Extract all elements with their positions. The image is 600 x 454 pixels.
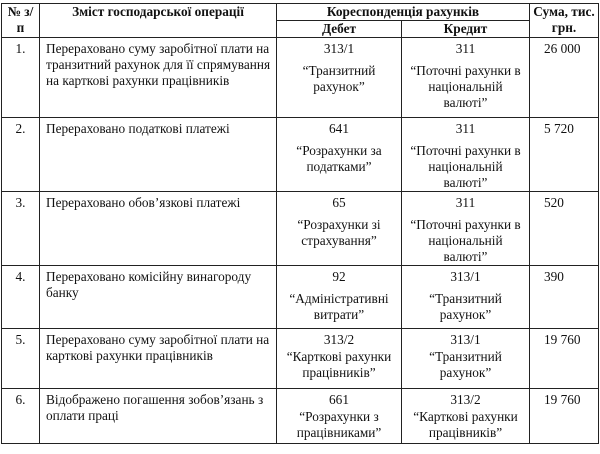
row-sum: 26 000 <box>530 38 599 118</box>
credit-code: 311 <box>455 41 476 56</box>
header-sum: Сума, тис. грн. <box>530 4 599 38</box>
row-desc: Перераховано обов’язкові платежі <box>40 192 277 266</box>
row-num: 6. <box>2 389 40 444</box>
row-num: 4. <box>2 266 40 329</box>
row-desc: Перераховано суму заробітної плати на карткові рахунки працівників <box>40 329 277 389</box>
row-desc: Відображено погашення зобов’язань з оплати праці <box>40 389 277 444</box>
table-row <box>2 266 599 329</box>
credit-cell <box>402 329 530 389</box>
header-correspondence: Кореспонденція рахунків <box>277 4 530 21</box>
debit-name: “Транзитний рахунок” <box>302 63 376 94</box>
table-row <box>2 329 599 389</box>
credit-cell <box>402 266 530 329</box>
debit-code: 92 <box>332 269 346 284</box>
debit-cell <box>277 266 402 329</box>
debit-name: “Карткові рахунки працівників” <box>286 349 392 380</box>
credit-name: “Транзитний рахунок” <box>429 349 502 380</box>
debit-code: 65 <box>332 195 346 210</box>
credit-name: “Поточні рахунки в національній валюті” <box>410 143 521 190</box>
table-row <box>2 389 599 444</box>
header-num: № з/п <box>2 4 40 38</box>
credit-code: 313/2 <box>450 392 481 407</box>
header-desc: Зміст господарської операції <box>40 4 277 38</box>
debit-name: “Розрахунки зі страхування” <box>297 217 381 248</box>
debit-code: 661 <box>329 392 349 407</box>
credit-name: “Карткові рахунки працівників” <box>413 409 518 440</box>
debit-cell <box>277 118 402 192</box>
credit-cell <box>402 118 530 192</box>
debit-name: “Розрахунки за податками” <box>296 143 382 174</box>
credit-code: 311 <box>455 195 476 210</box>
credit-code: 313/1 <box>450 332 481 347</box>
credit-cell <box>402 389 530 444</box>
table-row <box>2 38 599 118</box>
debit-cell <box>277 389 402 444</box>
row-desc: Перераховано податкові платежі <box>40 118 277 192</box>
table-row <box>2 192 599 266</box>
credit-cell <box>402 192 530 266</box>
row-num: 3. <box>2 192 40 266</box>
row-sum: 19 760 <box>530 389 599 444</box>
accounting-table-wrapper <box>1 3 599 444</box>
credit-name: “Поточні рахунки в національній валюті” <box>410 63 521 110</box>
debit-cell <box>277 38 402 118</box>
debit-code: 641 <box>329 121 349 136</box>
row-sum: 5 720 <box>530 118 599 192</box>
debit-cell <box>277 329 402 389</box>
credit-name: “Поточні рахунки в національній валюті” <box>410 217 521 264</box>
row-num: 2. <box>2 118 40 192</box>
row-sum: 19 760 <box>530 329 599 389</box>
credit-code: 311 <box>455 121 476 136</box>
debit-name: “Адміністративні витрати” <box>289 291 389 322</box>
header-debit: Дебет <box>277 21 402 38</box>
row-num: 1. <box>2 38 40 118</box>
credit-name: “Транзитний рахунок” <box>429 291 502 322</box>
credit-code: 313/1 <box>450 269 481 284</box>
debit-name: “Розрахунки з працівниками” <box>296 409 382 440</box>
row-desc: Перераховано суму заробітної плати на транзитний рахунок для її спрямування на карткові рахунки працівників <box>40 38 277 118</box>
debit-cell <box>277 192 402 266</box>
table-row <box>2 118 599 192</box>
row-num: 5. <box>2 329 40 389</box>
debit-code: 313/2 <box>323 332 355 347</box>
row-desc: Перераховано комісійну винагороду банку <box>40 266 277 329</box>
credit-cell <box>402 38 530 118</box>
header-credit: Кредит <box>402 21 530 38</box>
accounting-entries-table <box>1 3 599 444</box>
row-sum: 390 <box>530 266 599 329</box>
debit-code: 313/1 <box>323 41 355 56</box>
row-sum: 520 <box>530 192 599 266</box>
